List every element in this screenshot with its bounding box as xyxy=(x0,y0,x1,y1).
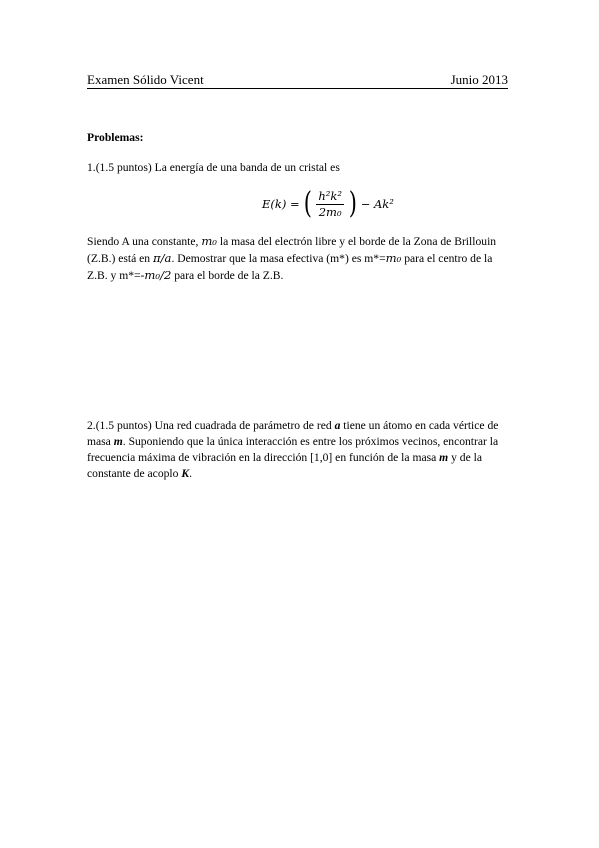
equation-left-paren: ( xyxy=(303,186,312,221)
p1-text-a: Siendo A una constante, xyxy=(87,235,202,248)
problem-1-text xyxy=(87,233,512,284)
equation-lhs: E(k) = xyxy=(262,197,300,211)
equation-rhs: − Ak² xyxy=(360,197,394,211)
p2-m: m xyxy=(113,435,123,448)
equation-right-paren: ) xyxy=(348,186,357,221)
p1-text-d: para el centro de la Z.B. y m*=- xyxy=(87,252,493,282)
header-date: Junio 2013 xyxy=(450,72,508,87)
p2-text-a: 2.(1.5 puntos) Una red cuadrada de parámetro de red xyxy=(87,419,335,432)
p1-text-e: para el borde de la Z.B. xyxy=(171,269,284,282)
header-exam-title: Examen Sólido Vicent xyxy=(87,72,204,87)
equation-denominator: 2m₀ xyxy=(318,204,342,219)
p2-text-c: . Suponiendo que la única interacción es entre los próximos vecinos, encontrar la frecuencia máxima de vibración en la dirección [1,0] en función de la masa xyxy=(87,435,499,464)
p2-text-e: . xyxy=(189,467,192,480)
p2-a: a xyxy=(334,419,341,432)
p2-K: K xyxy=(181,467,190,480)
page-header xyxy=(87,72,508,89)
energy-equation xyxy=(262,183,394,225)
p1-m0-b: m₀ xyxy=(385,251,402,265)
p2-text-d: y de la constante de acoplo xyxy=(87,451,483,480)
section-title: Problemas: xyxy=(87,131,144,144)
p2-text-b: tiene un átomo en cada vértice de masa xyxy=(87,419,499,448)
p1-text-c: . Demostrar que la masa efectiva (m*) es m*= xyxy=(171,252,386,265)
p1-m0: m₀ xyxy=(201,234,217,248)
problem-1-intro: 1.(1.5 puntos) La energía de una banda de un cristal es xyxy=(87,161,340,174)
p1-pi-a: π/a xyxy=(153,251,172,265)
p1-m0-c: m₀/2 xyxy=(144,268,172,282)
equation-fraction xyxy=(316,190,344,219)
p1-text-b: la masa del electrón libre y el borde de la Zona de Brillouin (Z.B.) está en xyxy=(87,235,497,265)
p2-m2: m xyxy=(439,451,449,464)
problem-2-text xyxy=(87,418,512,482)
equation-numerator: h²k² xyxy=(318,188,342,203)
